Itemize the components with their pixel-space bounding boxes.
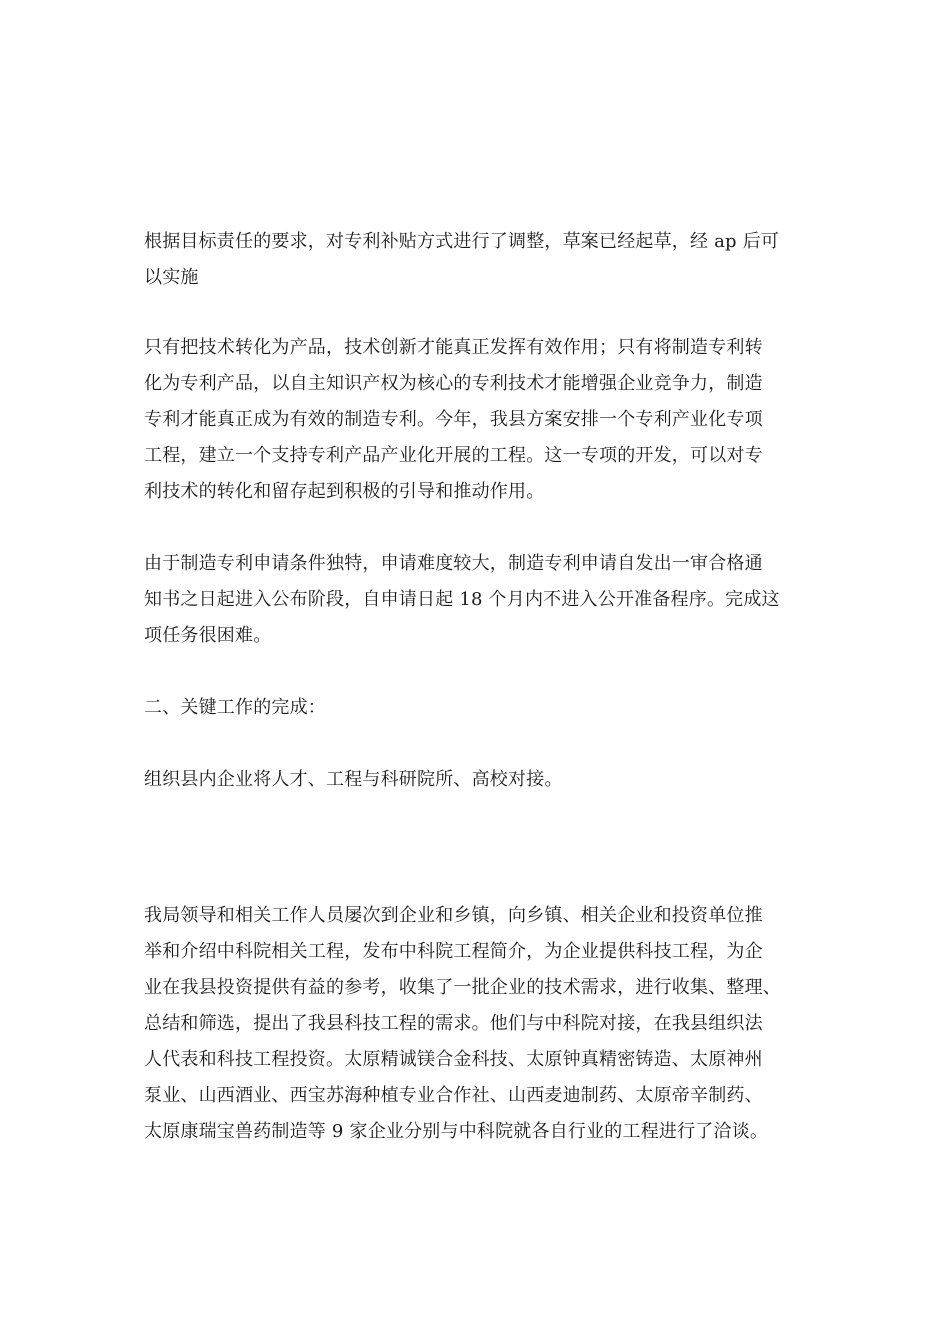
text-line: 工程，建立一个支持专利产品产业化开展的工程。这一专项的开发，可以对专	[144, 445, 763, 466]
text-line: 由于制造专利申请条件独特，申请难度较大，制造专利申请自发出一审合格通	[144, 553, 763, 574]
text-line: 我局领导和相关工作人员屡次到企业和乡镇，向乡镇、相关企业和投资单位推	[144, 905, 763, 926]
heading-text: 二、关键工作的完成：	[144, 697, 326, 718]
text-line: 利技术的转化和留存起到积极的引导和推动作用。	[144, 481, 545, 502]
text-line: 泵业、山西酒业、西宝苏海种植专业合作社、山西麦迪制药、太原帝辛制药、	[144, 1085, 763, 1106]
text-line: 举和介绍中科院相关工程，发布中科院工程简介，为企业提供科技工程，为企	[144, 941, 763, 962]
text-line: 知书之日起进入公布阶段，自申请日起 18 个月内不进入公开准备程序。完成这	[144, 589, 780, 610]
text-line: 总结和筛选，提出了我县科技工程的需求。他们与中科院对接，在我县组织法	[144, 1013, 763, 1034]
text-line: 只有把技术转化为产品，技术创新才能真正发挥有效作用；只有将制造专利转	[144, 337, 763, 358]
text-line: 项任务很困难。	[144, 625, 272, 646]
text-line: 根据目标责任的要求，对专利补贴方式进行了调整，草案已经起草，经 ap 后可	[144, 231, 780, 252]
paragraph-patent-subsidy-adjustment	[144, 224, 814, 296]
text-line: 人代表和科技工程投资。太原精诚镁合金科技、太原钟真精密铸造、太原神州	[144, 1049, 763, 1070]
text-line: 专利才能真正成为有效的制造专利。今年，我县方案安排一个专利产业化专项	[144, 409, 763, 430]
section-heading	[144, 690, 814, 726]
text-line: 化为专利产品，以自主知识产权为核心的专利技术才能增强企业竞争力，制造	[144, 373, 763, 394]
paragraph-bureau-work	[144, 898, 814, 1150]
text-line: 组织县内企业将人才、工程与科研院所、高校对接。	[144, 769, 563, 790]
text-line: 太原康瑞宝兽药制造等 9 家企业分别与中科院就各自行业的工程进行了洽谈。	[144, 1121, 769, 1142]
text-line: 以实施	[144, 267, 199, 288]
paragraph-enterprise-docking	[144, 762, 814, 798]
paragraph-technology-transformation	[144, 330, 814, 510]
paragraph-patent-application-difficulty	[144, 546, 814, 654]
text-line: 业在我县投资提供有益的参考，收集了一批企业的技术需求，进行收集、整理、	[144, 977, 781, 998]
